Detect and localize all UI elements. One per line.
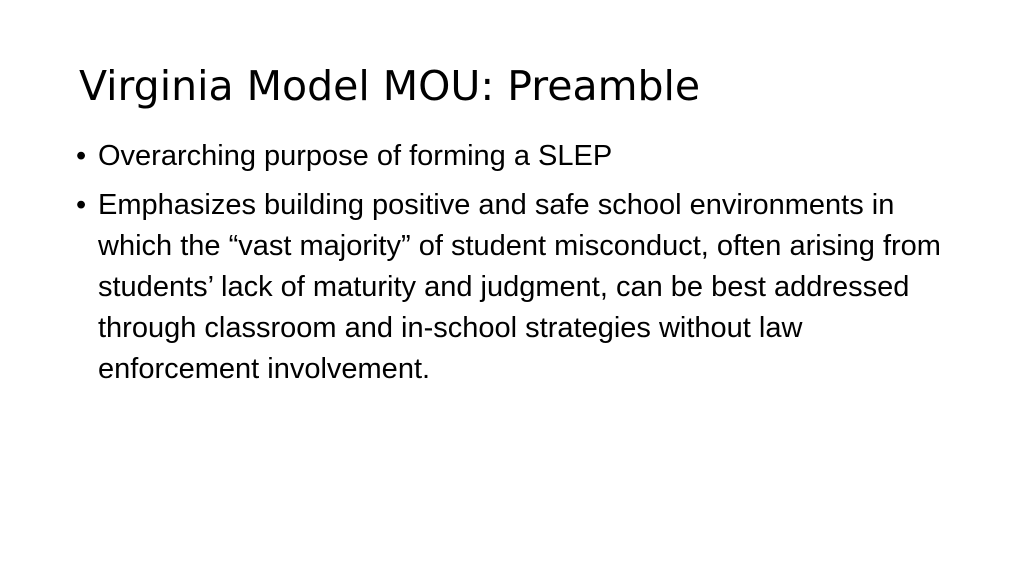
- bullet-list: [76, 136, 956, 398]
- bullet-item-purpose: [76, 136, 956, 177]
- bullet-dot-icon: •: [76, 140, 87, 172]
- bullet-text: Emphasizes building positive and safe school environments in which the “vast majority” of student misconduct, often arising from students’ lack of maturity and judgment, can be best addressed through classroom and in-school strategies without law enforcement involvement.: [98, 189, 941, 385]
- slide-title: Virginia Model MOU: Preamble: [79, 62, 701, 110]
- bullet-text: Overarching purpose of forming a SLEP: [98, 140, 613, 172]
- bullet-item-environments: [76, 185, 956, 390]
- bullet-dot-icon: •: [76, 189, 87, 221]
